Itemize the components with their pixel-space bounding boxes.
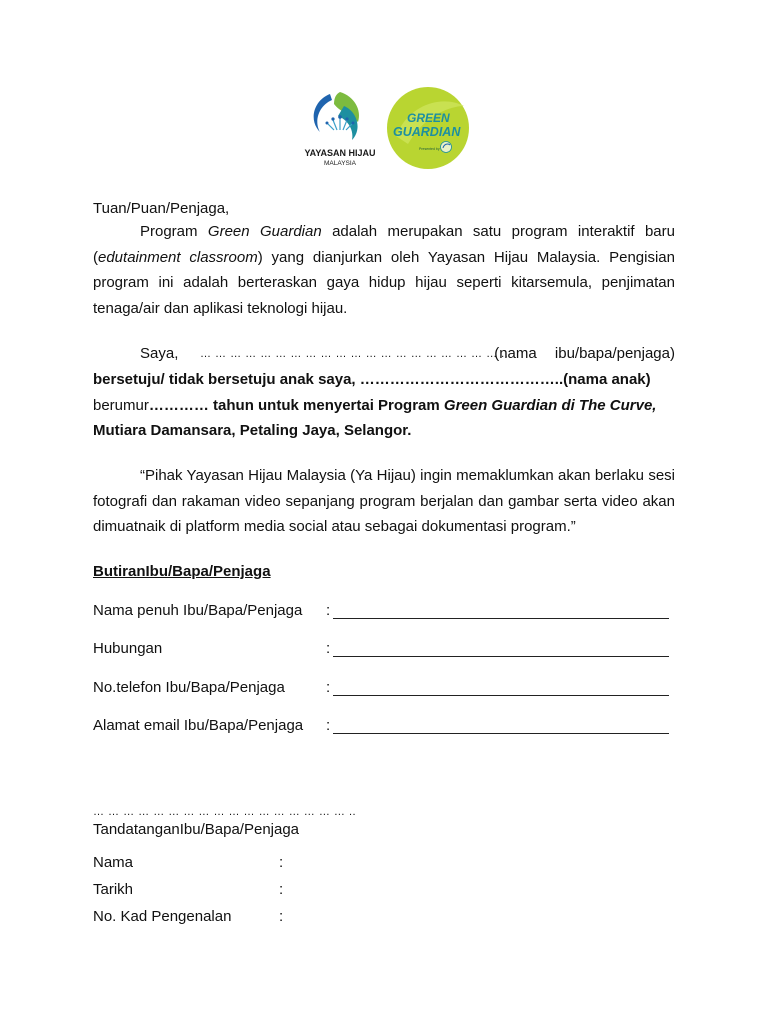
field-line[interactable] [333, 618, 669, 619]
signature-label: TandatanganIbu/Bapa/Penjaga [93, 821, 300, 838]
consent-line1 [93, 341, 675, 367]
field-line[interactable] [333, 733, 669, 734]
saya-label: Saya, [140, 345, 179, 362]
yayasan-hijau-logo [304, 92, 375, 167]
consent-agree-line: bersetuju/ tidak bersetuju anak saya, …………………………………..(nama anak) [93, 371, 651, 388]
field-colon: : [326, 602, 331, 619]
field-relationship[interactable] [93, 640, 673, 662]
field-email[interactable] [93, 717, 673, 739]
sig-row-label: Nama [93, 854, 134, 871]
details-heading: ButiranIbu/Bapa/Penjaga [93, 563, 271, 580]
field-label: Alamat email Ibu/Bapa/Penjaga [93, 717, 304, 734]
greeting: Tuan/Puan/Penjaga, [93, 200, 230, 217]
yayasan-logo-line1: YAYASAN HIJAU [304, 148, 376, 158]
field-colon: : [326, 717, 331, 734]
guardian-logo-line2: GUARDIAN [393, 125, 461, 139]
green-guardian-logo [387, 87, 469, 169]
field-full-name[interactable] [93, 602, 673, 624]
consent-age-line: berumur………… tahun untuk menyertai Program Green Guardian di The Curve, [93, 397, 657, 414]
field-label: No.telefon Ibu/Bapa/Penjaga [93, 679, 285, 696]
intro-paragraph: Program Green Guardian adalah merupakan satu program interaktif baru (edutainment classroom) yang dianjurkan oleh Yayasan Hijau Malaysia. Pengisian program ini adalah berteraskan gaya hidup hijau seperti kitarsemula, penjimatan tenaga/air dan aplikasi teknologi hijau. [93, 223, 675, 317]
field-colon: : [326, 679, 331, 696]
sig-row-colon: : [279, 854, 284, 871]
field-phone[interactable] [93, 679, 673, 701]
logos [300, 86, 475, 172]
sig-row-label: No. Kad Pengenalan [93, 908, 232, 925]
sig-row-colon: : [279, 908, 284, 925]
parent-name-dots: … … … … … … … … … … … … … … … … … … … … .. [200, 348, 509, 360]
field-label: Nama penuh Ibu/Bapa/Penjaga [93, 602, 303, 619]
field-label: Hubungan [93, 640, 163, 657]
parent-name-label: (nama ibu/bapa/penjaga) [494, 345, 675, 362]
consent-location-line: Mutiara Damansara, Petaling Jaya, Selangor. [93, 422, 412, 439]
field-line[interactable] [333, 695, 669, 696]
photo-notice: “Pihak Yayasan Hijau Malaysia (Ya Hijau) ingin memaklumkan akan berlaku sesi fotografi dan rakaman video sepanjang program berjalan dan gambar serta video akan dimuatnaik di platform media social atau sebagai dokumentasi program.” [93, 467, 675, 535]
field-line[interactable] [333, 656, 669, 657]
sig-row-colon: : [279, 881, 284, 898]
guardian-logo-presented: Presented by [419, 147, 440, 151]
sig-row-label: Tarikh [93, 881, 134, 898]
field-colon: : [326, 640, 331, 657]
signature-dots[interactable]: … … … … … … … … … … … … … … … … … .. [93, 806, 357, 818]
guardian-logo-line1: GREEN [407, 111, 450, 125]
yayasan-logo-line2: MALAYSIA [323, 160, 357, 167]
